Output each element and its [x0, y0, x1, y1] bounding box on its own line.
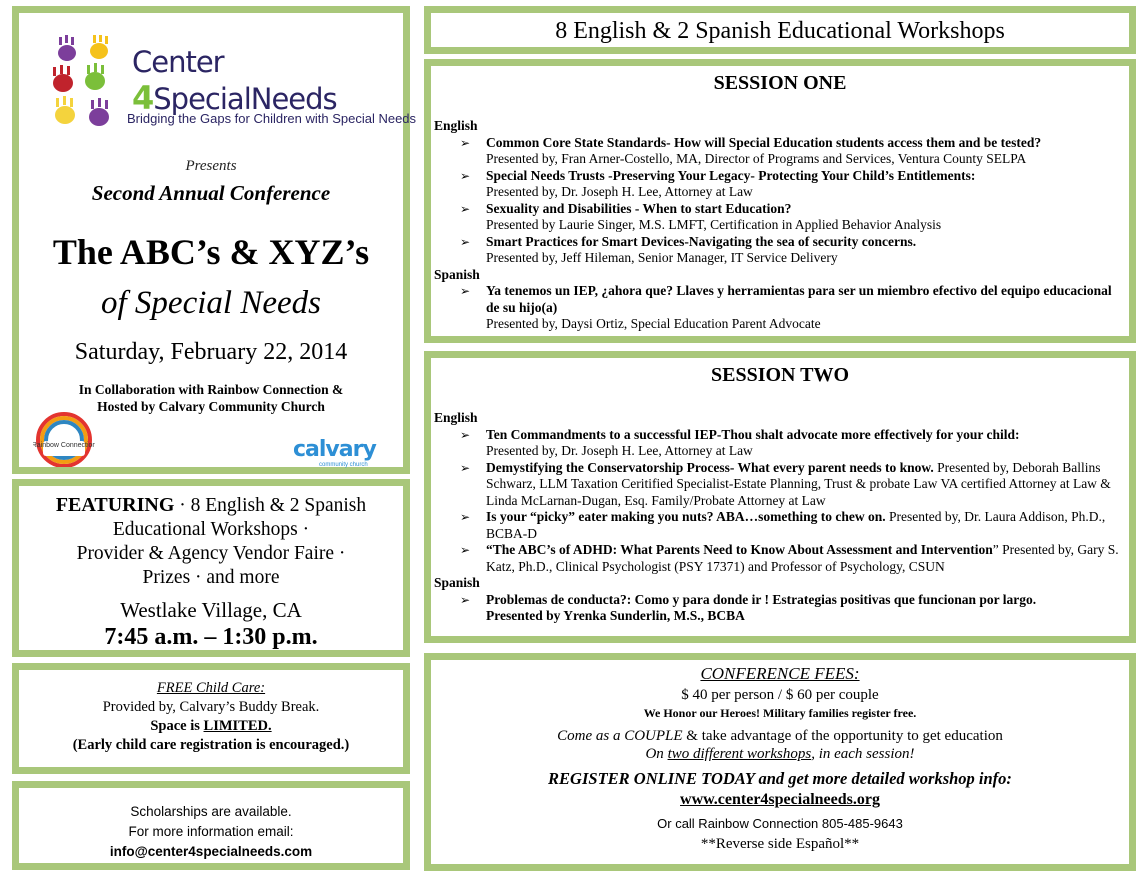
- bullet-arrow-icon: ➢: [460, 234, 471, 249]
- bullet-arrow-icon: ➢: [460, 135, 471, 150]
- couple-offer: Come as a COUPLE & take advantage of the opportunity to get education: [557, 728, 1003, 744]
- childcare-info: FREE Child Care: Provided by, Calvary’s Buddy Break. Space is LIMITED. (Early child care registration is encouraged.): [72, 680, 350, 753]
- conference-edition: Second Annual Conference: [91, 181, 331, 205]
- session-one-body: [434, 118, 1124, 333]
- workshop-item: ➢ Common Core State Standards- How will Special Education students access them and be tested? Presented by, Fran Arner-Costello, MA, Director of Programs and Services, Ventura County SELPA: [460, 134, 1042, 166]
- logo-name: Center 4SpecialNeeds: [132, 45, 337, 117]
- scholarship-info: Scholarships are available. For more information email: info@center4specialneeds.com: [109, 804, 313, 859]
- military-note: We Honor our Heroes! Military families register free.: [643, 706, 917, 720]
- bullet-arrow-icon: ➢: [460, 201, 471, 216]
- fees-title: CONFERENCE FEES:: [700, 664, 860, 683]
- workshop-item: ➢ Sexuality and Disabilities - When to start Education? Presented by Laurie Singer, M.S. LMFT, Certification in Applied Behavior Analysis: [460, 200, 942, 232]
- workshops-banner: [424, 6, 1136, 54]
- childcare-panel: [12, 663, 410, 774]
- workshop-item: ➢ Demystifying the Conservatorship Process- What every parent needs to know. Presented by, Deborah Ballins Schwarz, LLM Taxation Ceritified Specialist-Estate Planning, Trust & probate Law VA certified Attorney at Law & Linda McLarnan-Dugan, Esq. Family/Probate Attorney at Law: [460, 459, 1111, 508]
- workshop-item: ➢ “The ABC’s of ADHD: What Parents Need to Know About Assessment and Intervention” Presented by, Gary S. Katz, Ph.D., Clinical Psychologist (PSY 17371) and Professor of Psychology, CSUN: [460, 542, 1119, 574]
- bullet-arrow-icon: ➢: [460, 427, 471, 442]
- language-label: Spanish: [434, 266, 480, 282]
- workshop-item: ➢ Problemas de conducta?: Como y para donde ir ! Estrategias positivas que funcionan por largo. Presented by Yrenka Sunderlin, M.S., BCBA: [460, 591, 1037, 623]
- featuring-list: FEATURING · 8 English & 2 Spanish Educational Workshops · Provider & Agency Vendor Faire · Prizes · and more: [55, 494, 367, 588]
- handprints-icon: [47, 35, 127, 135]
- bullet-arrow-icon: ➢: [460, 592, 471, 607]
- scholarship-panel: [12, 781, 410, 870]
- event-location: Westlake Village, CA: [120, 598, 302, 622]
- session-one-panel: [424, 59, 1136, 343]
- workshop-item: ➢ Ya tenemos un IEP, ¿ahora que? Llaves y herramientas para ser un miembro efectivo del equipo educacional de su hijo(a) Presented by, Daysi Ortiz, Special Education Parent Advocate: [460, 283, 1112, 331]
- phone-contact: Or call Rainbow Connection 805-485-9643: [657, 816, 903, 831]
- session-two-title: SESSION TWO: [710, 364, 850, 386]
- session-one-title: SESSION ONE: [713, 72, 847, 94]
- conference-fees-panel: [424, 653, 1136, 871]
- presents-label: Presents: [185, 158, 237, 174]
- conference-date: Saturday, February 22, 2014: [74, 339, 348, 365]
- workshop-item: ➢ Ten Commandments to a successful IEP-Thou shalt advocate more effectively for your child: Presented by, Dr. Joseph H. Lee, Attorney at Law: [460, 426, 1020, 458]
- website-link[interactable]: www.center4specialneeds.org: [680, 791, 880, 808]
- session-two-body: [434, 410, 1124, 625]
- bullet-arrow-icon: ➢: [460, 168, 471, 183]
- couple-offer-detail: On two different workshops, in each session!: [645, 746, 915, 762]
- bullet-arrow-icon: ➢: [460, 543, 471, 557]
- fees-prices: $ 40 per person / $ 60 per couple: [681, 687, 879, 703]
- rainbow-logo-text: Rainbow Connection: [33, 442, 95, 449]
- workshop-item: ➢ Is your “picky” eater making you nuts? ABA…something to chew on. Presented by, Dr. Laura Addison, Ph.D., BCBA-D: [460, 509, 1106, 541]
- conference-title: The ABC’s & XYZ’s: [52, 232, 370, 272]
- language-label: English: [434, 118, 478, 133]
- contact-email-link[interactable]: info@center4specialneeds.com: [109, 844, 313, 859]
- workshop-item: ➢ Smart Practices for Smart Devices-Navigating the sea of security concerns. Presented by, Jeff Hileman, Senior Manager, IT Service Delivery: [460, 233, 917, 265]
- center4specialneeds-logo: [47, 35, 417, 145]
- childcare-title: FREE Child Care:: [156, 680, 266, 696]
- bullet-arrow-icon: ➢: [460, 510, 471, 524]
- featuring-label: FEATURING: [55, 494, 175, 516]
- reverse-side-note: **Reverse side Español**: [700, 836, 860, 852]
- language-label: English: [434, 410, 478, 425]
- bullet-arrow-icon: ➢: [460, 460, 471, 475]
- featuring-panel: [12, 479, 410, 657]
- calvary-logo-sub: community church: [319, 462, 368, 468]
- register-cta: REGISTER ONLINE TODAY and get more detailed workshop info:: [548, 769, 1012, 788]
- logo-tagline: Bridging the Gaps for Children with Special Needs: [127, 111, 417, 126]
- conference-subtitle: of Special Needs: [101, 285, 321, 321]
- bullet-arrow-icon: ➢: [460, 284, 471, 298]
- language-label: Spanish: [434, 575, 480, 590]
- rainbow-connection-logo: [33, 411, 95, 472]
- workshop-item: ➢ Special Needs Trusts -Preserving Your Legacy- Protecting Your Child’s Entitlements: Presented by, Dr. Joseph H. Lee, Attorney at Law: [460, 167, 976, 199]
- rainbow-icon: [33, 411, 95, 467]
- banner-text: 8 English & 2 Spanish Educational Workshops: [555, 18, 1005, 44]
- collaboration-note: In Collaboration with Rainbow Connection & Hosted by Calvary Community Church: [78, 382, 344, 414]
- event-time: 7:45 a.m. – 1:30 p.m.: [104, 624, 318, 650]
- calvary-logo: calvary: [293, 437, 376, 462]
- session-two-panel: [424, 351, 1136, 643]
- conference-header-panel: [12, 6, 417, 474]
